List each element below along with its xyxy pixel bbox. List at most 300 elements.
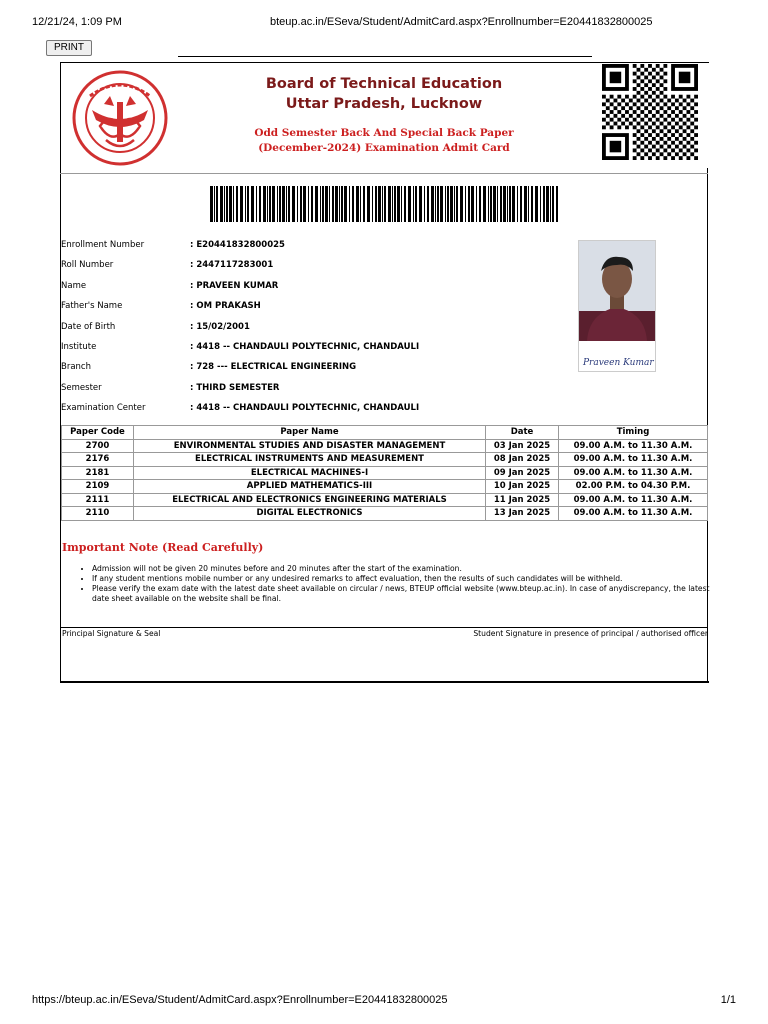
qr-module (652, 99, 656, 103)
qr-module (633, 95, 637, 99)
paper-name-cell: APPLIED MATHEMATICS-III (134, 480, 486, 494)
info-row (61, 320, 581, 340)
qr-module (644, 152, 648, 156)
timing-cell: 09.00 A.M. to 11.30 A.M. (559, 493, 708, 507)
qr-module (617, 95, 621, 99)
qr-module (648, 133, 652, 137)
qr-module (694, 118, 698, 122)
qr-module (633, 87, 637, 91)
qr-module (606, 99, 610, 103)
qr-module (644, 145, 648, 149)
barcode-bar (483, 186, 486, 222)
qr-module (656, 133, 660, 137)
qr-module (671, 148, 675, 152)
barcode-bar (282, 186, 285, 222)
barcode-bar (349, 186, 350, 222)
qr-module (671, 125, 675, 129)
qr-module (660, 68, 664, 72)
qr-module (629, 122, 633, 126)
info-row (61, 238, 581, 258)
exam-title-line2: (December-2024) Examination Admit Card (258, 142, 510, 154)
qr-module (648, 64, 652, 68)
barcode-bar (277, 186, 278, 222)
qr-module (690, 137, 694, 141)
qr-module (652, 114, 656, 118)
qr-module (610, 102, 614, 106)
qr-module (648, 102, 652, 106)
qr-module (660, 76, 664, 80)
qr-module (656, 87, 660, 91)
info-value: : OM PRAKASH (190, 301, 261, 312)
qr-module (637, 99, 641, 103)
qr-module (648, 156, 652, 160)
timing-cell: 09.00 A.M. to 11.30 A.M. (559, 507, 708, 521)
qr-module (637, 145, 641, 149)
qr-module (660, 137, 664, 141)
qr-module (617, 118, 621, 122)
student-signature-image (579, 345, 655, 375)
barcode-bar (263, 186, 266, 222)
barcode-bar (344, 186, 347, 222)
table-header-row (62, 426, 708, 440)
barcode-bar (531, 186, 533, 222)
barcode-bar (431, 186, 434, 222)
info-value: : PRAVEEN KUMAR (190, 280, 279, 291)
barcode-bar (415, 186, 417, 222)
qr-module (671, 95, 675, 99)
qr-module (694, 102, 698, 106)
qr-module (602, 102, 606, 106)
qr-module (633, 72, 637, 76)
exam-title-line1: Odd Semester Back And Special Back Paper (254, 127, 514, 139)
qr-module (633, 79, 637, 83)
qr-module (667, 145, 671, 149)
barcode-bar (528, 186, 529, 222)
barcode-bar (375, 186, 377, 222)
paper-name-cell: ELECTRICAL MACHINES-I (134, 466, 486, 480)
qr-module (644, 76, 648, 80)
qr-module (652, 152, 656, 156)
qr-module (667, 152, 671, 156)
print-footer (32, 994, 736, 1006)
date-cell: 13 Jan 2025 (486, 507, 559, 521)
header-date: Date (486, 426, 559, 440)
barcode-bar (394, 186, 396, 222)
info-row (61, 340, 581, 360)
table-row (62, 493, 708, 507)
barcode-bar (450, 186, 453, 222)
barcode-bar (424, 186, 425, 222)
barcode-bar (497, 186, 498, 222)
qr-module (652, 83, 656, 87)
qr-module (671, 118, 675, 122)
barcode-bar (311, 186, 313, 222)
qr-module (640, 95, 644, 99)
important-note-title: Important Note (Read Carefully) (62, 541, 264, 554)
barcode-bar (272, 186, 275, 222)
print-button[interactable]: PRINT (46, 40, 92, 56)
important-note-list (78, 564, 712, 604)
barcode-bar (279, 186, 281, 222)
qr-module (663, 79, 667, 83)
page-number: 1/1 (720, 994, 736, 1006)
barcode-bar (220, 186, 223, 222)
info-row (61, 401, 581, 421)
barcode-bar (520, 186, 522, 222)
barcode-bar (320, 186, 321, 222)
barcode-bar (352, 186, 354, 222)
qr-module (644, 91, 648, 95)
board-title (212, 74, 556, 114)
barcode-bar (550, 186, 551, 222)
qr-module (686, 118, 690, 122)
qr-module (633, 102, 637, 106)
qr-module (637, 122, 641, 126)
qr-module (683, 114, 687, 118)
date-cell: 03 Jan 2025 (486, 439, 559, 453)
info-label: Father's Name (61, 301, 123, 312)
barcode-bar (210, 186, 213, 222)
barcode-bar (552, 186, 554, 222)
qr-module (667, 114, 671, 118)
date-cell: 11 Jan 2025 (486, 493, 559, 507)
qr-module (648, 118, 652, 122)
qr-module (633, 118, 637, 122)
qr-module (644, 68, 648, 72)
barcode-bar (435, 186, 436, 222)
qr-module (633, 64, 637, 68)
qr-module (656, 125, 660, 129)
barcode-bar (267, 186, 268, 222)
barcode-bar (367, 186, 370, 222)
info-label: Examination Center (61, 403, 146, 414)
info-label: Name (61, 280, 87, 291)
qr-module (690, 114, 694, 118)
qr-module (660, 145, 664, 149)
date-cell: 09 Jan 2025 (486, 466, 559, 480)
barcode-bar (500, 186, 502, 222)
student-photo (578, 240, 656, 372)
qr-module (644, 83, 648, 87)
qr-module (648, 72, 652, 76)
qr-module (679, 156, 683, 160)
qr-module (667, 106, 671, 110)
qr-module (644, 114, 648, 118)
info-label: Branch (61, 362, 91, 373)
info-label: Semester (61, 382, 102, 393)
info-row (61, 299, 581, 319)
barcode-bar (479, 186, 481, 222)
qr-module (675, 145, 679, 149)
barcode-bar (413, 186, 414, 222)
barcode-bar (245, 186, 246, 222)
barcode-bar (540, 186, 541, 222)
qr-module (679, 125, 683, 129)
barcode-bar (503, 186, 506, 222)
qr-module (652, 76, 656, 80)
qr-module (683, 122, 687, 126)
board-title-line2: Uttar Pradesh, Lucknow (285, 96, 483, 112)
qr-module (625, 118, 629, 122)
qr-module (640, 72, 644, 76)
qr-module (610, 141, 622, 153)
qr-module (675, 114, 679, 118)
barcode-bar (517, 186, 518, 222)
info-value: : 4418 -- CHANDAULI POLYTECHNIC, CHANDAULI (190, 341, 420, 352)
qr-module (640, 79, 644, 83)
qr-module (656, 79, 660, 83)
barcode-bar (216, 186, 218, 222)
barcode-bar (427, 186, 429, 222)
signature-text: Praveen Kumar (583, 358, 654, 368)
qr-module (663, 64, 667, 68)
qr-module (663, 95, 667, 99)
note-item: • Admission will not be given 20 minutes before and 20 minutes after the start of the examination. (92, 564, 712, 574)
qr-module (694, 156, 698, 160)
qr-module (614, 114, 618, 118)
student-signature-label: Student Signature in presence of principal / authorised officer (473, 629, 708, 638)
principal-signature-label: Principal Signature & Seal (62, 629, 161, 638)
info-value: : 2447117283001 (190, 260, 274, 271)
qr-module (617, 125, 621, 129)
print-datetime: 12/21/24, 1:09 PM (32, 16, 122, 28)
qr-module (660, 122, 664, 126)
barcode-bar (335, 186, 338, 222)
barcode-bar (454, 186, 455, 222)
qr-module (625, 102, 629, 106)
qr-module (648, 141, 652, 145)
qr-module (633, 110, 637, 114)
info-row (61, 279, 581, 299)
qr-module (633, 133, 637, 137)
qr-module (637, 76, 641, 80)
exam-schedule-table (61, 425, 708, 521)
barcode-bar (240, 186, 243, 222)
table-row (62, 466, 708, 480)
qr-module (640, 156, 644, 160)
qr-module (656, 64, 660, 68)
barcode-bar (325, 186, 328, 222)
qr-module (637, 91, 641, 95)
qr-module (656, 156, 660, 160)
qr-module (637, 152, 641, 156)
qr-module (679, 72, 691, 84)
qr-module (683, 129, 687, 133)
paper-code-cell: 2111 (62, 493, 134, 507)
qr-module (663, 118, 667, 122)
qr-module (679, 118, 683, 122)
qr-module (660, 91, 664, 95)
qr-module (652, 129, 656, 133)
qr-module (621, 99, 625, 103)
qr-module (675, 137, 679, 141)
barcode-bar (493, 186, 496, 222)
qr-module (621, 106, 625, 110)
qr-module (648, 79, 652, 83)
qr-module (610, 118, 614, 122)
barcode-bar (556, 186, 558, 222)
barcode-bar (303, 186, 306, 222)
qr-module (660, 152, 664, 156)
barcode-bar (524, 186, 527, 222)
barcode-bar (507, 186, 508, 222)
qr-module (644, 106, 648, 110)
qr-module (640, 102, 644, 106)
qr-module (606, 114, 610, 118)
barcode-bar (229, 186, 232, 222)
qr-module (625, 110, 629, 114)
barcode-bar (509, 186, 511, 222)
note-item: • If any student mentions mobile number or any undesired remarks to affect evaluation, then the results of such candidates will be withheld. (92, 574, 712, 584)
qr-module (606, 122, 610, 126)
qr-module (660, 99, 664, 103)
qr-module (679, 95, 683, 99)
qr-module (617, 102, 621, 106)
qr-module (694, 110, 698, 114)
barcode-bar (308, 186, 309, 222)
info-label: Enrollment Number (61, 240, 145, 250)
barcode-bar (363, 186, 365, 222)
qr-module (686, 141, 690, 145)
qr-module (675, 106, 679, 110)
barcode-bar (388, 186, 391, 222)
qr-module (686, 133, 690, 137)
barcode-bar (259, 186, 261, 222)
qr-module (644, 99, 648, 103)
qr-module (602, 125, 606, 129)
barcode-bar (214, 186, 215, 222)
qr-module (640, 64, 644, 68)
barcode-bar (440, 186, 443, 222)
qr-module (660, 83, 664, 87)
barcode-bar (329, 186, 330, 222)
header-paper-name: Paper Name (134, 426, 486, 440)
qr-module (683, 152, 687, 156)
qr-module (663, 148, 667, 152)
qr-module (679, 133, 683, 137)
qr-module (637, 114, 641, 118)
barcode-bar (297, 186, 298, 222)
barcode-bar (471, 186, 474, 222)
barcode-bar (543, 186, 545, 222)
barcode-bar (445, 186, 446, 222)
barcode-bar (341, 186, 343, 222)
qr-module (694, 125, 698, 129)
date-cell: 10 Jan 2025 (486, 480, 559, 494)
paper-name-cell: DIGITAL ELECTRONICS (134, 507, 486, 521)
barcode-bar (384, 186, 386, 222)
qr-module (686, 125, 690, 129)
barcode-bar (437, 186, 439, 222)
qr-module (644, 129, 648, 133)
qr-module (690, 99, 694, 103)
qr-module (683, 145, 687, 149)
qr-module (610, 110, 614, 114)
info-value: : THIRD SEMESTER (190, 382, 280, 393)
qr-module (652, 137, 656, 141)
qr-module (648, 110, 652, 114)
paper-code-cell: 2700 (62, 439, 134, 453)
qr-module (679, 102, 683, 106)
barcode-bar (546, 186, 549, 222)
barcode-bar (322, 186, 324, 222)
barcode-bar (292, 186, 295, 222)
qr-module (694, 133, 698, 137)
student-info (61, 238, 581, 422)
qr-module (637, 83, 641, 87)
barcode-bar (468, 186, 470, 222)
table-row (62, 507, 708, 521)
qr-module (667, 122, 671, 126)
barcode-bar (315, 186, 318, 222)
barcode-bar (382, 186, 383, 222)
barcode-bar (460, 186, 463, 222)
qr-module (656, 148, 660, 152)
board-title-line1: Board of Technical Education (265, 76, 503, 92)
exam-title (212, 126, 556, 156)
qr-module (663, 87, 667, 91)
qr-module (663, 125, 667, 129)
qr-module (675, 152, 679, 156)
barcode-bar (392, 186, 393, 222)
barcode-bar (332, 186, 334, 222)
barcode-bar (269, 186, 271, 222)
qr-module (663, 133, 667, 137)
qr-module (606, 106, 610, 110)
qr-module (640, 148, 644, 152)
qr-module (690, 129, 694, 133)
qr-module (690, 145, 694, 149)
qr-module (683, 99, 687, 103)
barcode-bar (378, 186, 381, 222)
qr-module (671, 133, 675, 137)
paper-code-cell: 2181 (62, 466, 134, 480)
qr-module (667, 137, 671, 141)
qr-module (614, 106, 618, 110)
qr-module (663, 141, 667, 145)
qr-module (648, 95, 652, 99)
info-label: Date of Birth (61, 321, 116, 332)
qr-module (629, 106, 633, 110)
barcode-bar (401, 186, 402, 222)
qr-module (694, 141, 698, 145)
header-timing: Timing (559, 426, 708, 440)
header-divider (60, 173, 708, 174)
paper-name-cell: ELECTRICAL AND ELECTRONICS ENGINEERING MATERIALS (134, 493, 486, 507)
qr-module (614, 122, 618, 126)
qr-module (625, 125, 629, 129)
qr-module (671, 110, 675, 114)
qr-module (621, 122, 625, 126)
barcode-bar (288, 186, 290, 222)
header-paper-code: Paper Code (62, 426, 134, 440)
qr-module (656, 141, 660, 145)
qr-module (644, 122, 648, 126)
qr-module (633, 125, 637, 129)
barcode-bar (372, 186, 373, 222)
timing-cell: 09.00 A.M. to 11.30 A.M. (559, 439, 708, 453)
qr-module (686, 156, 690, 160)
qr-module (640, 87, 644, 91)
paper-name-cell: ENVIRONMENTAL STUDIES AND DISASTER MANAGEMENT (134, 439, 486, 453)
paper-code-cell: 2110 (62, 507, 134, 521)
qr-module (602, 118, 606, 122)
qr-module (629, 99, 633, 103)
barcode-bar (490, 186, 492, 222)
barcode (210, 186, 558, 222)
qr-module (686, 95, 690, 99)
qr-module (610, 95, 614, 99)
